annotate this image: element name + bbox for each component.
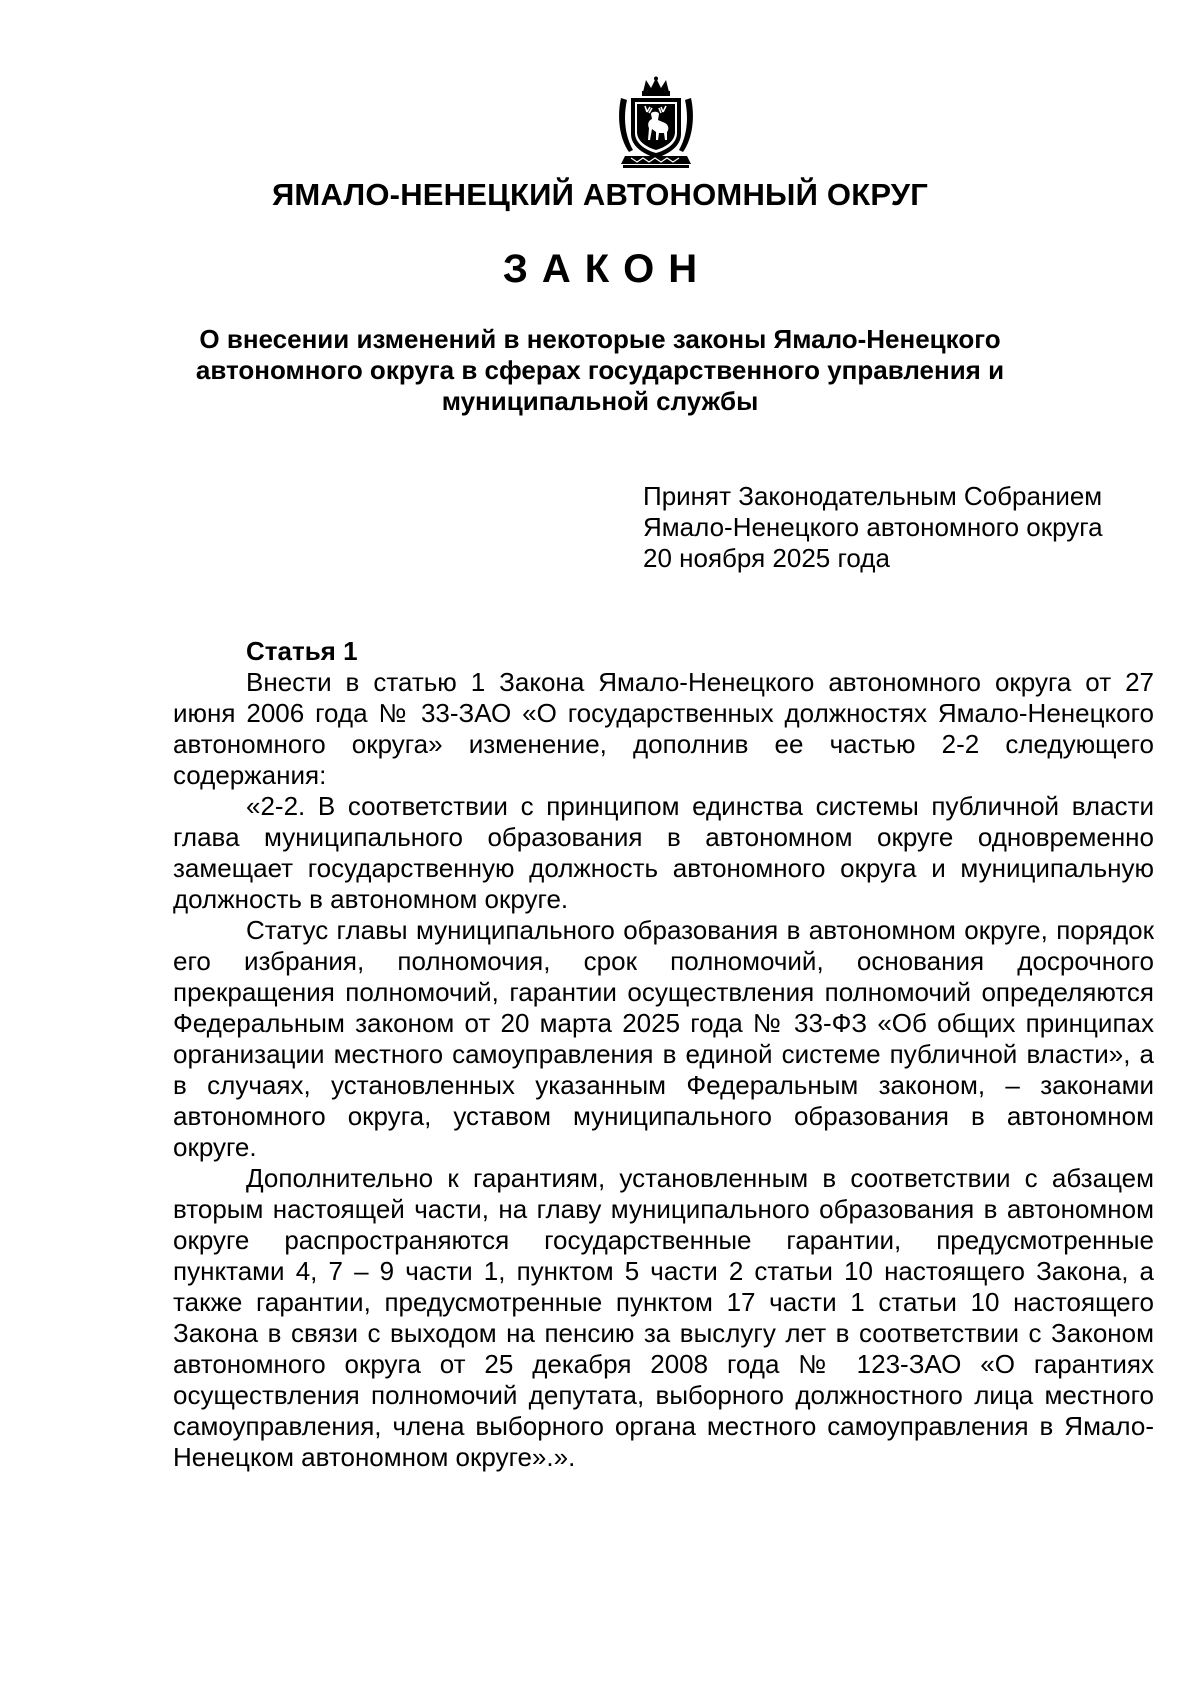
paragraph: Дополнительно к гарантиям, установленным в соответствии с абзацем вторым настоящей части, на главу муниципального образования в автономном округе распространяются государственные гарантии, предусмотренные пунктами 4, 7 – 9 части 1, пунктом 5 части 2 статьи 10 настоящего Закона, а также гарантии, предусмотренные пунктом 17 части 1 статьи 10 настоящего Закона в связи с выходом на пенсию за выслугу лет в соответствии с Законом автономного округа от 25 декабря 2008 года № 123-ЗАО «О гарантиях осуществления полномочий депутата, выборного должностного лица местного самоуправления, члена выборного органа местного самоуправления в Ямало-Ненецком автономном округе».». <box>173 1163 1154 1472</box>
region-name: ЯМАЛО-НЕНЕЦКИЙ АВТОНОМНЫЙ ОКРУГ <box>271 177 929 212</box>
document-type: ЗАКОН <box>502 247 712 291</box>
adoption-line: Принят Законодательным Собранием <box>643 481 1103 511</box>
paragraph: Статус главы муниципального образования в автономном округе, порядок его избрания, полномочия, срок полномочий, основания досрочного прекращения полномочий, гарантии осуществления полномочий определяются Федеральным законом от 20 марта 2025 года № 33-ФЗ «Об общих принципах организации местного самоуправления в единой системе публичной власти», а в случаях, установленных указанным Федеральным законом, – законами автономного округа, уставом муниципального образования в автономном округе. <box>173 915 1154 1162</box>
adoption-date: 20 ноября 2025 года <box>643 543 890 573</box>
adoption-line: Ямало-Ненецкого автономного округа <box>643 512 1103 542</box>
document-title: О внесении изменений в некоторые законы Ямало-Ненецкого автономного округа в сферах государственного управления и муниципальной службы <box>195 324 1005 416</box>
paragraph: Внести в статью 1 Закона Ямало-Ненецкого автономного округа от 27 июня 2006 года № 33-ЗАО «О государственных должностях Ямало-Ненецкого автономного округа» изменение, дополнив ее частью 2-2 следующего содержания: <box>173 667 1154 790</box>
document-body <box>173 636 1154 1473</box>
coat-of-arms-icon <box>615 76 697 170</box>
article-heading: Статья 1 <box>246 636 358 666</box>
adoption-note <box>643 481 1103 574</box>
paragraph: «2-2. В соответствии с принципом единства системы публичной власти глава муниципального образования в автономном округе одновременно замещает государственную должность автономного округа и муниципальную должность в автономном округе. <box>173 791 1154 914</box>
